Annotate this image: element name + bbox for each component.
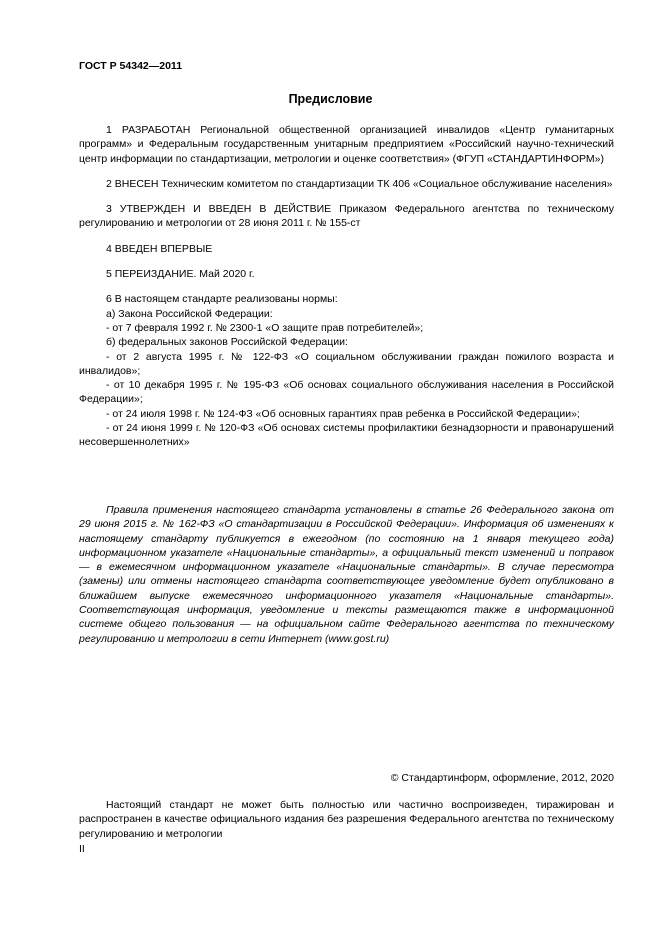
page-title: Предисловие	[288, 92, 373, 106]
page-number: II	[79, 843, 85, 855]
rules-notice: Правила применения настоящего стандарта установлены в статье 26 Федерального закона от 29 июня 2015 г. № 162-ФЗ «О стандартизации в Российской Федерации». Информация об изменениях к настоящему стандарту публикуется в ежегодном (по состоянию на 1 января текущего года) информационном указателе «Национальные стандарты», а официальный текст изменений и поправок — в ежемесячном информационном указателе «Национальные стандарты». В случае пересмотра (замены) или отмены настоящего стандарта соответствующее уведомление будет опубликовано в ближайшем выпуске ежемесячного информационного указателя «Национальные стандарты». Соответствующая информация, уведомление и тексты размещаются также в информационной системе общего пользования — на официальном сайте Федерального агентства по техническому регулированию и метрологии в сети Интернет (www.gost.ru)	[79, 504, 614, 645]
paragraph-developed-by: 1 РАЗРАБОТАН Региональной общественной организацией инвалидов «Центр гуманитарных программ» и Федеральным государственным унитарным предприятием «Российский научно-технический центр информации по стандартизации, метрологии и оценке соответствия» (ФГУП «СТАНДАРТИНФОРМ»)	[79, 124, 614, 165]
reproduction-notice: Настоящий стандарт не может быть полностью или частично воспроизведен, тиражирован и распространен в качестве официального издания без разрешения Федерального агентства по техническому регулированию и метрологии	[79, 799, 614, 840]
norms-item-b: б) федеральных законов Российской Федерации:	[106, 336, 348, 349]
foreword-body	[79, 123, 614, 450]
norms-intro: 6 В настоящем стандарте реализованы нормы:	[106, 293, 338, 306]
paragraph-submitted-by: 2 ВНЕСЕН Техническим комитетом по стандартизации ТК 406 «Социальное обслуживание населения»	[106, 177, 613, 190]
paragraph-approved: 3 УТВЕРЖДЕН И ВВЕДЕН В ДЕЙСТВИЕ Приказом Федерального агентства по техническому регулированию и метрологии от 28 июня 2011 г. № 155-ст	[79, 203, 614, 230]
paragraph-reissue: 5 ПЕРЕИЗДАНИЕ. Май 2020 г.	[106, 268, 255, 281]
norms-item-b4: - от 24 июня 1999 г. № 120-ФЗ «Об основах системы профилактики безнадзорности и правонарушений несовершеннолетних»	[79, 422, 614, 449]
paragraph-norms	[79, 292, 614, 449]
paragraph-introduced: 4 ВВЕДЕН ВПЕРВЫЕ	[106, 242, 213, 255]
norms-item-a: а) Закона Российской Федерации:	[106, 307, 273, 320]
norms-item-b3: - от 24 июля 1998 г. № 124-ФЗ «Об основных гарантиях прав ребенка в Российской Федерации»;	[106, 407, 580, 420]
standard-code-header: ГОСТ Р 54342—2011	[79, 60, 183, 72]
norms-item-a1: - от 7 февраля 1992 г. № 2300-1 «О защите прав потребителей»;	[106, 321, 424, 334]
norms-item-b2: - от 10 декабря 1995 г. № 195-ФЗ «Об основах социального обслуживания населения в Российской Федерации»;	[79, 379, 614, 406]
norms-item-b1: - от 2 августа 1995 г. № 122-ФЗ «О социальном обслуживании граждан пожилого возраста и инвалидов»;	[79, 350, 614, 377]
copyright-line: © Стандартинформ, оформление, 2012, 2020	[390, 772, 614, 784]
